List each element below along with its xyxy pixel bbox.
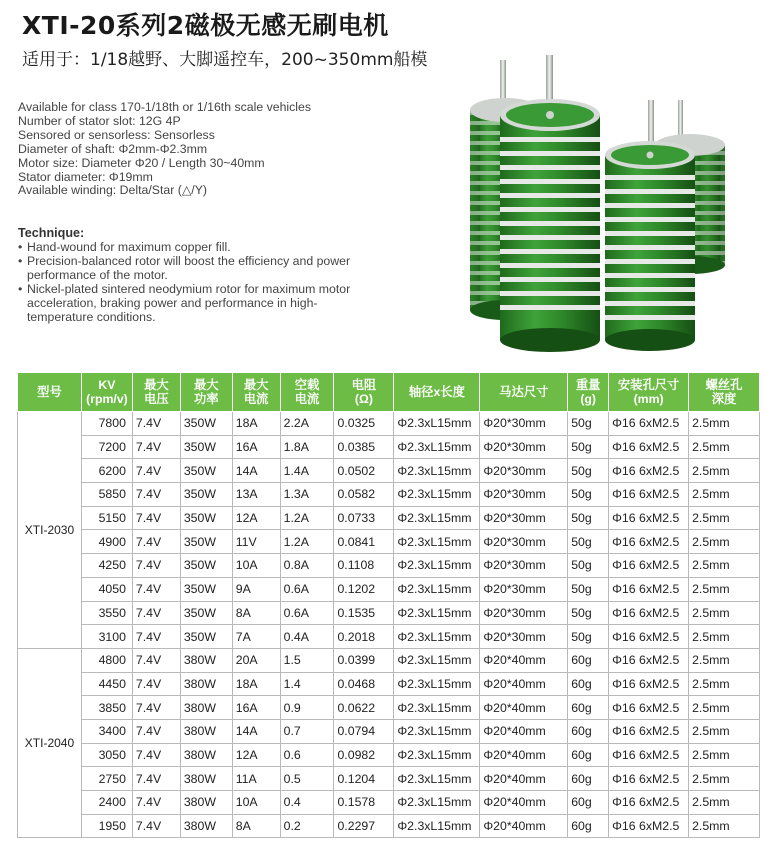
table-cell: Φ2.3xL15mm — [394, 459, 480, 483]
model-cell: XTI-2040 — [18, 648, 82, 838]
table-cell: 3100 — [81, 625, 132, 649]
column-header-line: 马达尺寸 — [499, 385, 549, 399]
table-cell: 0.8A — [280, 554, 334, 578]
table-cell: 60g — [568, 743, 609, 767]
table-cell: 2.5mm — [689, 743, 760, 767]
technique-item — [18, 283, 363, 325]
table-cell: 1.4A — [280, 459, 334, 483]
table-cell: 0.2 — [280, 814, 334, 838]
table-cell: Φ2.3xL15mm — [394, 767, 480, 791]
table-cell: 2.5mm — [689, 506, 760, 530]
table-cell: 380W — [180, 672, 232, 696]
table-row — [18, 459, 760, 483]
table-cell: 0.0794 — [334, 719, 394, 743]
table-cell: 0.0325 — [334, 412, 394, 436]
column-header-line: 最大 — [193, 378, 219, 392]
table-cell: 350W — [180, 554, 232, 578]
table-cell: Φ20*30mm — [480, 601, 568, 625]
table-cell: 12A — [232, 506, 280, 530]
table-cell: 50g — [568, 483, 609, 507]
table-cell: Φ20*30mm — [480, 435, 568, 459]
table-cell: 350W — [180, 530, 232, 554]
table-cell: 0.1535 — [334, 601, 394, 625]
table-cell: 50g — [568, 625, 609, 649]
table-row — [18, 719, 760, 743]
column-header — [280, 373, 334, 412]
table-cell: 0.7 — [280, 719, 334, 743]
table-cell: 0.9 — [280, 696, 334, 720]
table-cell: Φ20*30mm — [480, 554, 568, 578]
table-cell: 13A — [232, 483, 280, 507]
table-cell: 60g — [568, 814, 609, 838]
table-cell: Φ20*30mm — [480, 625, 568, 649]
table-cell: Φ20*30mm — [480, 506, 568, 530]
technique-item — [18, 255, 363, 283]
table-cell: 3850 — [81, 696, 132, 720]
table-cell: 1.2A — [280, 506, 334, 530]
table-cell: 380W — [180, 791, 232, 815]
table-cell: 0.1202 — [334, 577, 394, 601]
column-header — [609, 373, 689, 412]
table-cell: 0.5 — [280, 767, 334, 791]
table-cell: 350W — [180, 506, 232, 530]
technique-list — [18, 241, 363, 324]
table-cell: 7.4V — [132, 648, 180, 672]
table-cell: 2.5mm — [689, 483, 760, 507]
technique-item-text: Hand-wound for maximum copper fill. — [27, 240, 231, 254]
table-cell: 350W — [180, 625, 232, 649]
table-cell: 60g — [568, 719, 609, 743]
table-cell: 16A — [232, 696, 280, 720]
table-row — [18, 743, 760, 767]
table-cell: 380W — [180, 743, 232, 767]
motor-product-photo — [440, 55, 730, 355]
bullet-icon: • — [18, 240, 23, 254]
table-cell: Φ20*30mm — [480, 530, 568, 554]
table-cell: Φ16 6xM2.5 — [609, 554, 689, 578]
table-cell: 2400 — [81, 791, 132, 815]
table-cell: 7.4V — [132, 625, 180, 649]
table-cell: 7.4V — [132, 672, 180, 696]
table-cell: 5850 — [81, 483, 132, 507]
table-cell: Φ20*40mm — [480, 743, 568, 767]
table-cell: 50g — [568, 435, 609, 459]
table-cell: 380W — [180, 767, 232, 791]
table-cell: 0.0622 — [334, 696, 394, 720]
table-cell: Φ2.3xL15mm — [394, 601, 480, 625]
table-cell: Φ2.3xL15mm — [394, 435, 480, 459]
table-cell: Φ16 6xM2.5 — [609, 696, 689, 720]
table-cell: 7.4V — [132, 601, 180, 625]
table-cell: 2.5mm — [689, 814, 760, 838]
table-cell: 2.5mm — [689, 577, 760, 601]
table-cell: Φ16 6xM2.5 — [609, 577, 689, 601]
table-cell: 14A — [232, 719, 280, 743]
table-cell: Φ20*30mm — [480, 459, 568, 483]
table-cell: 0.0733 — [334, 506, 394, 530]
column-header — [81, 373, 132, 412]
table-cell: 1.2A — [280, 530, 334, 554]
table-cell: 7.4V — [132, 459, 180, 483]
table-cell: 350W — [180, 435, 232, 459]
table-cell: 2.5mm — [689, 719, 760, 743]
table-cell: Φ20*40mm — [480, 696, 568, 720]
table-cell: 7.4V — [132, 719, 180, 743]
bullet-icon: • — [18, 253, 23, 268]
table-cell: 350W — [180, 601, 232, 625]
table-cell: Φ2.3xL15mm — [394, 530, 480, 554]
table-cell: Φ2.3xL15mm — [394, 743, 480, 767]
table-cell: 4450 — [81, 672, 132, 696]
model-cell: XTI-2030 — [18, 412, 82, 649]
table-cell: Φ20*40mm — [480, 767, 568, 791]
column-header-line: 重量 — [575, 378, 601, 392]
table-cell: Φ20*30mm — [480, 412, 568, 436]
spec-line: Motor size: Diameter Φ20 / Length 30~40mm — [18, 155, 265, 170]
table-row — [18, 530, 760, 554]
column-header — [132, 373, 180, 412]
table-cell: Φ16 6xM2.5 — [609, 435, 689, 459]
table-cell: Φ2.3xL15mm — [394, 648, 480, 672]
column-header-line: 功率 — [193, 392, 219, 406]
table-cell: Φ2.3xL15mm — [394, 506, 480, 530]
table-cell: 2.2A — [280, 412, 334, 436]
technique-item-text: Nickel-plated sintered neodymium rotor for maximum motor acceleration, braking power and performance in high-temperature conditions. — [27, 281, 351, 324]
column-header-line: 最大 — [243, 378, 269, 392]
table-cell: 0.0982 — [334, 743, 394, 767]
table-cell: 12A — [232, 743, 280, 767]
table-row — [18, 814, 760, 838]
table-cell: 1.8A — [280, 435, 334, 459]
column-header-line: 电压 — [144, 392, 169, 406]
table-cell: 18A — [232, 672, 280, 696]
table-cell: Φ2.3xL15mm — [394, 412, 480, 436]
table-cell: 7.4V — [132, 530, 180, 554]
technique-title: Technique: — [18, 226, 85, 240]
column-header-line: (g) — [580, 392, 597, 406]
table-row — [18, 577, 760, 601]
table-cell: 7.4V — [132, 412, 180, 436]
motor-spec-table — [17, 372, 760, 838]
table-cell: 0.1204 — [334, 767, 394, 791]
table-cell: 60g — [568, 672, 609, 696]
table-cell: Φ2.3xL15mm — [394, 625, 480, 649]
table-cell: 2.5mm — [689, 459, 760, 483]
table-cell: 4800 — [81, 648, 132, 672]
table-cell: 50g — [568, 577, 609, 601]
table-row — [18, 648, 760, 672]
table-cell: Φ2.3xL15mm — [394, 696, 480, 720]
table-cell: 0.4A — [280, 625, 334, 649]
table-cell: 7.4V — [132, 506, 180, 530]
column-header-line: 螺丝孔 — [705, 378, 743, 392]
table-cell: Φ2.3xL15mm — [394, 814, 480, 838]
table-cell: 2.5mm — [689, 791, 760, 815]
column-header-line: KV — [98, 378, 116, 392]
table-cell: Φ20*40mm — [480, 648, 568, 672]
table-cell: Φ16 6xM2.5 — [609, 743, 689, 767]
table-cell: 4900 — [81, 530, 132, 554]
table-cell: Φ20*30mm — [480, 577, 568, 601]
table-cell: 0.4 — [280, 791, 334, 815]
table-cell: 2.5mm — [689, 530, 760, 554]
table-cell: 0.6 — [280, 743, 334, 767]
table-cell: 350W — [180, 483, 232, 507]
table-cell: 11V — [232, 530, 280, 554]
table-cell: 20A — [232, 648, 280, 672]
table-cell: 3550 — [81, 601, 132, 625]
table-cell: 7.4V — [132, 791, 180, 815]
table-cell: 0.0582 — [334, 483, 394, 507]
bullet-icon: • — [18, 281, 23, 296]
table-cell: 350W — [180, 577, 232, 601]
column-header-line: 深度 — [711, 392, 737, 406]
table-row — [18, 601, 760, 625]
table-cell: 7.4V — [132, 814, 180, 838]
table-cell: 4050 — [81, 577, 132, 601]
table-cell: 0.2018 — [334, 625, 394, 649]
table-cell: 8A — [232, 814, 280, 838]
table-cell: 1950 — [81, 814, 132, 838]
spec-line: Number of stator slot: 12G 4P — [18, 113, 181, 128]
spec-line: Stator diameter: Φ19mm — [18, 169, 153, 184]
table-cell: 0.0385 — [334, 435, 394, 459]
table-cell: 50g — [568, 601, 609, 625]
table-cell: 0.6A — [280, 577, 334, 601]
table-cell: 8A — [232, 601, 280, 625]
table-cell: 2.5mm — [689, 601, 760, 625]
table-cell: 60g — [568, 767, 609, 791]
table-cell: 7.4V — [132, 577, 180, 601]
table-cell: 0.0399 — [334, 648, 394, 672]
column-header-line: 最大 — [144, 378, 169, 392]
table-cell: 0.0502 — [334, 459, 394, 483]
table-cell: 0.0841 — [334, 530, 394, 554]
table-row — [18, 412, 760, 436]
table-cell: Φ2.3xL15mm — [394, 791, 480, 815]
table-cell: 0.1578 — [334, 791, 394, 815]
spec-line: Available winding: Delta/Star (△/Y) — [18, 183, 207, 198]
table-cell: 2750 — [81, 767, 132, 791]
table-cell: 380W — [180, 719, 232, 743]
column-header — [689, 373, 760, 412]
table-cell: Φ16 6xM2.5 — [609, 412, 689, 436]
table-row — [18, 483, 760, 507]
table-cell: 2.5mm — [689, 696, 760, 720]
table-cell: 2.5mm — [689, 648, 760, 672]
table-cell: 0.6A — [280, 601, 334, 625]
table-cell: 50g — [568, 530, 609, 554]
table-row — [18, 506, 760, 530]
table-cell: Φ16 6xM2.5 — [609, 791, 689, 815]
table-cell: Φ20*40mm — [480, 791, 568, 815]
table-cell: 5150 — [81, 506, 132, 530]
table-cell: 50g — [568, 506, 609, 530]
table-cell: Φ16 6xM2.5 — [609, 719, 689, 743]
table-cell: 6200 — [81, 459, 132, 483]
table-cell: 0.2297 — [334, 814, 394, 838]
table-cell: 350W — [180, 459, 232, 483]
table-cell: 2.5mm — [689, 625, 760, 649]
table-cell: Φ16 6xM2.5 — [609, 601, 689, 625]
column-header-line: 电阻 — [351, 378, 377, 392]
table-cell: 60g — [568, 696, 609, 720]
table-cell: Φ20*30mm — [480, 483, 568, 507]
table-cell: Φ2.3xL15mm — [394, 719, 480, 743]
table-cell: 50g — [568, 554, 609, 578]
column-header — [480, 373, 568, 412]
column-header — [180, 373, 232, 412]
table-cell: Φ16 6xM2.5 — [609, 459, 689, 483]
column-header — [334, 373, 394, 412]
table-row — [18, 625, 760, 649]
table-cell: 1.4 — [280, 672, 334, 696]
table-cell: 18A — [232, 412, 280, 436]
table-cell: 380W — [180, 814, 232, 838]
table-row — [18, 672, 760, 696]
technique-item — [18, 241, 363, 255]
column-header-line: (mm) — [633, 392, 664, 406]
table-cell: 50g — [568, 412, 609, 436]
table-body — [18, 412, 760, 838]
column-header-line: 电流 — [294, 392, 320, 406]
table-cell: Φ16 6xM2.5 — [609, 530, 689, 554]
column-header-line: 安装孔尺寸 — [617, 378, 680, 392]
table-cell: Φ2.3xL15mm — [394, 577, 480, 601]
column-header-line: 电流 — [243, 392, 269, 406]
table-cell: Φ2.3xL15mm — [394, 554, 480, 578]
table-cell: Φ20*40mm — [480, 672, 568, 696]
table-cell: 7800 — [81, 412, 132, 436]
table-cell: 380W — [180, 696, 232, 720]
table-cell: Φ20*40mm — [480, 814, 568, 838]
page-title: XTI-20系列2磁极无感无刷电机 — [22, 11, 389, 40]
column-header — [568, 373, 609, 412]
column-header-line: 型号 — [37, 385, 62, 399]
table-cell: 7.4V — [132, 743, 180, 767]
table-cell: 2.5mm — [689, 767, 760, 791]
table-cell: 1.5 — [280, 648, 334, 672]
table-row — [18, 791, 760, 815]
table-cell: 0.0468 — [334, 672, 394, 696]
column-header — [232, 373, 280, 412]
table-cell: Φ20*40mm — [480, 719, 568, 743]
table-cell: Φ16 6xM2.5 — [609, 625, 689, 649]
spec-line: Diameter of shaft: Φ2mm-Φ2.3mm — [18, 141, 208, 156]
page-subtitle: 适用于：1/18越野、大脚遥控车，200~350mm船模 — [22, 50, 428, 70]
table-cell: 9A — [232, 577, 280, 601]
table-cell: 60g — [568, 648, 609, 672]
table-cell: 2.5mm — [689, 672, 760, 696]
column-header — [394, 373, 480, 412]
table-cell: 1.3A — [280, 483, 334, 507]
table-cell: Φ2.3xL15mm — [394, 672, 480, 696]
table-cell: 7.4V — [132, 483, 180, 507]
table-cell: 7.4V — [132, 696, 180, 720]
table-cell: 2.5mm — [689, 554, 760, 578]
table-cell: 7.4V — [132, 435, 180, 459]
table-cell: 2.5mm — [689, 412, 760, 436]
column-header-line: 空载 — [294, 378, 320, 392]
table-cell: Φ16 6xM2.5 — [609, 506, 689, 530]
table-cell: 3400 — [81, 719, 132, 743]
table-cell: 7.4V — [132, 767, 180, 791]
table-row — [18, 767, 760, 791]
table-cell: 16A — [232, 435, 280, 459]
spec-line: Available for class 170-1/18th or 1/16th scale vehicles — [18, 100, 312, 114]
table-cell: 7.4V — [132, 554, 180, 578]
table-cell: 11A — [232, 767, 280, 791]
spec-list — [18, 101, 311, 198]
column-header-line: (rpm/v) — [86, 392, 128, 406]
table-cell: Φ2.3xL15mm — [394, 483, 480, 507]
table-cell: 4250 — [81, 554, 132, 578]
table-cell: Φ16 6xM2.5 — [609, 814, 689, 838]
table-cell: 14A — [232, 459, 280, 483]
column-header-line: (Ω) — [354, 392, 373, 406]
table-cell: 7200 — [81, 435, 132, 459]
table-cell: 50g — [568, 459, 609, 483]
table-row — [18, 696, 760, 720]
table-cell: 10A — [232, 554, 280, 578]
column-header — [18, 373, 82, 412]
table-cell: 350W — [180, 412, 232, 436]
column-header-line: 轴径x长度 — [408, 385, 465, 399]
table-row — [18, 554, 760, 578]
table-cell: 10A — [232, 791, 280, 815]
table-cell: 3050 — [81, 743, 132, 767]
technique-item-text: Precision-balanced rotor will boost the efficiency and power performance of the motor. — [27, 253, 351, 282]
table-cell: Φ16 6xM2.5 — [609, 672, 689, 696]
table-header-row — [18, 373, 760, 412]
spec-line: Sensored or sensorless: Sensorless — [18, 127, 215, 142]
table-cell: 0.1108 — [334, 554, 394, 578]
table-cell: 380W — [180, 648, 232, 672]
table-cell: Φ16 6xM2.5 — [609, 483, 689, 507]
table-cell: 2.5mm — [689, 435, 760, 459]
table-cell: Φ16 6xM2.5 — [609, 648, 689, 672]
table-row — [18, 435, 760, 459]
table-cell: 7A — [232, 625, 280, 649]
table-cell: 60g — [568, 791, 609, 815]
table-cell: Φ16 6xM2.5 — [609, 767, 689, 791]
